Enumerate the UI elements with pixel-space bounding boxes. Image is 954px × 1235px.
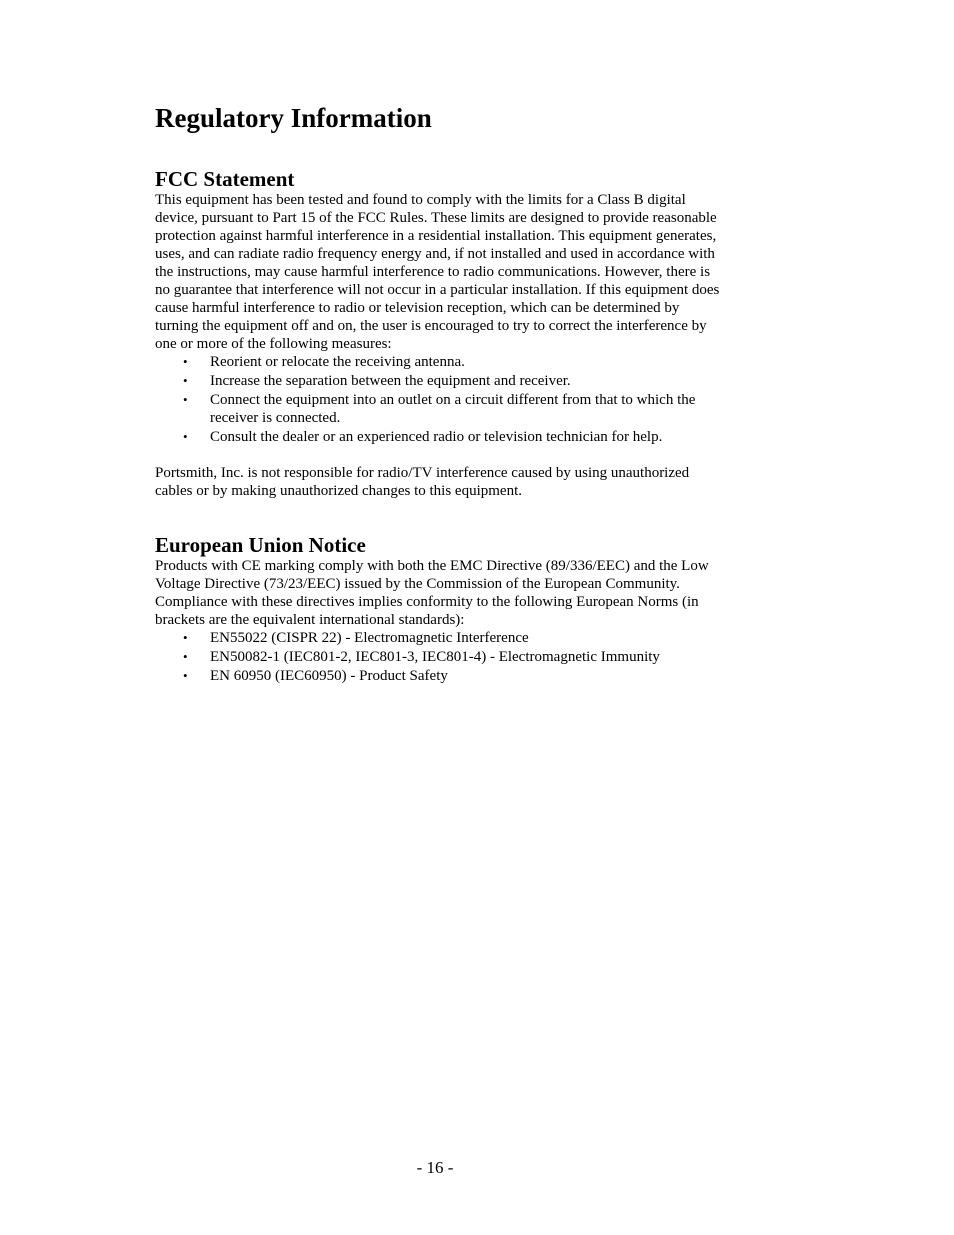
fcc-disclaimer-paragraph: Portsmith, Inc. is not responsible for radio/TV interference caused by using unauthorized cables or by making unauthorized changes to this equipment.: [155, 465, 690, 499]
list-item: • EN50082-1 (IEC801-2, IEC801-3, IEC801-4) - Electromagnetic Immunity: [183, 649, 660, 665]
list-item: • Consult the dealer or an experienced radio or television technician for help.: [183, 429, 663, 445]
page-title: Regulatory Information: [155, 103, 432, 133]
eu-intro-paragraph: Products with CE marking comply with both the EMC Directive (89/336/EEC) and the Low Voltage Directive (73/23/EEC) issued by the Commission of the European Community.: [155, 558, 709, 592]
eu-heading: European Union Notice: [155, 533, 366, 557]
fcc-intro-paragraph: This equipment has been tested and found to comply with the limits for a Class B digital device, pursuant to Part 15 of the FCC Rules. These limits are designed to provide reasonable protection against harmful interference in a residential installation. This equipment generates, uses, and can radiate radio frequency energy and, if not installed and used in accordance with the instructions, may cause harmful interference to radio communications. However, there is no guarantee that interference will not occur in a particular installation. If this equipment does cause harmful interference to radio or television reception, which can be determined by turning the equipment off and on, the user is encouraged to try to correct the interference by one or more of the following measures:: [155, 192, 720, 352]
fcc-measures-list: [155, 353, 725, 446]
eu-compliance-paragraph: Compliance with these directives implies conformity to the following European Norms (in brackets are the equivalent international standards):: [155, 594, 699, 628]
list-item: • Connect the equipment into an outlet on a circuit different from that to which the receiver is connected.: [183, 392, 696, 426]
list-item: • Reorient or relocate the receiving antenna.: [183, 354, 465, 370]
page-number: - 16 -: [416, 1158, 454, 1177]
bullet-icon: •: [183, 668, 188, 683]
eu-section: [155, 533, 725, 685]
list-item: • Increase the separation between the equipment and receiver.: [183, 373, 571, 389]
eu-norms-list: [155, 629, 725, 685]
list-item: • EN55022 (CISPR 22) - Electromagnetic Interference: [183, 630, 529, 646]
bullet-icon: •: [183, 373, 188, 388]
bullet-icon: •: [183, 649, 188, 664]
page-content: [155, 100, 725, 686]
list-item: • EN 60950 (IEC60950) - Product Safety: [183, 668, 448, 684]
fcc-heading: FCC Statement: [155, 167, 295, 191]
bullet-icon: •: [183, 630, 188, 645]
bullet-icon: •: [183, 392, 188, 407]
fcc-section: [155, 167, 725, 500]
bullet-icon: •: [183, 429, 188, 444]
bullet-icon: •: [183, 354, 188, 369]
